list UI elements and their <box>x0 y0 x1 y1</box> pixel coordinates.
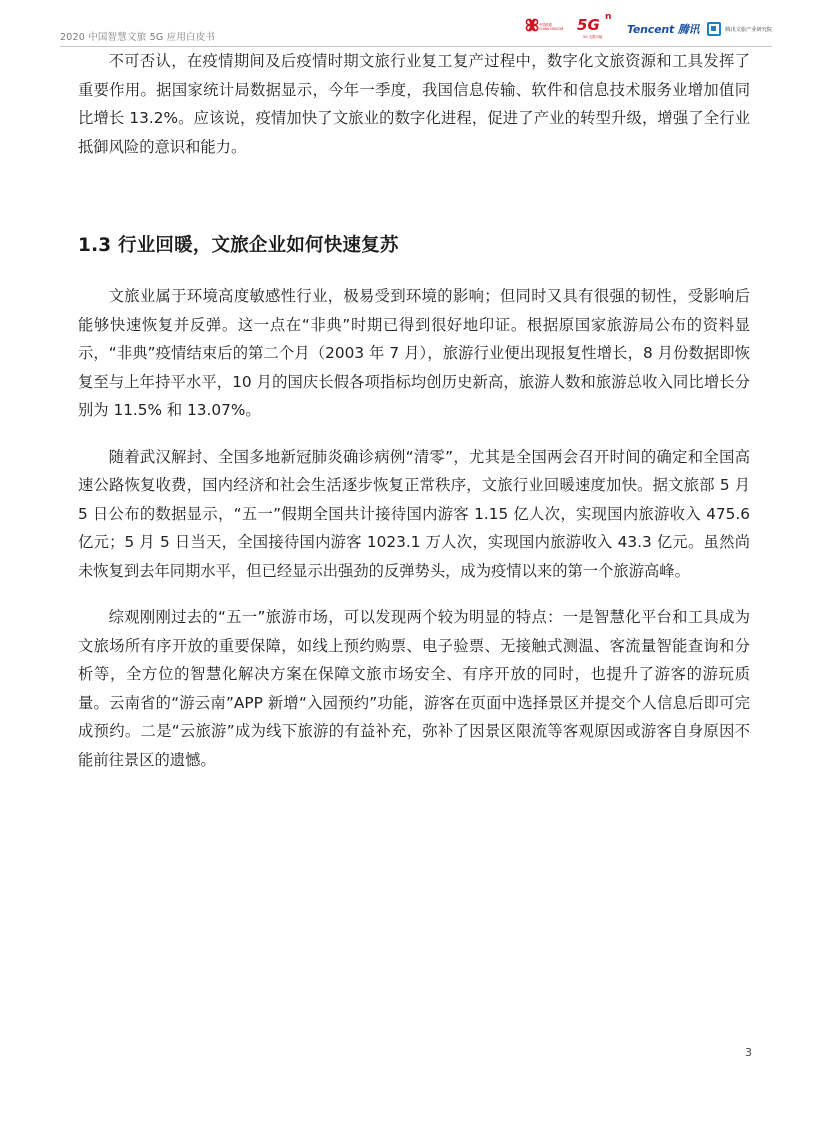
logo-bar <box>525 12 772 40</box>
page-header <box>60 14 772 47</box>
paragraph-industry-resilience: 文旅业属于环境高度敏感性行业，极易受到环境的影响；但同时又具有很强的韧性，受影响后能够快速恢复并反弹。这一点在“非典”时期已得到很好地印证。根据原国家旅游局公布的资料显示，“非典”疫情结束后的第二个月（2003 年 7 月），旅游行业便出现报复性增长，8 月份数据即恢复至与上年持平水平，10 月的国庆长假各项指标均创历史新高，旅游人数和旅游总收入同比增长分别为 11.5% 和 13.07%。 <box>78 287 750 419</box>
tencent-logo: Tencent 腾讯 <box>627 23 700 36</box>
page-body <box>78 47 750 774</box>
paragraph-market-features: 综观刚刚过去的“五一”旅游市场，可以发现两个较为明显的特点：一是智慧化平台和工具成为文旅场所有序开放的重要保障，如线上预约购票、电子验票、无接触式测温、客流量智能查询和分析等，全方位的智慧化解决方案在保障文旅市场安全、有序开放的同时，也提升了游客的游玩质量。云南省的“游云南”APP 新增“入园预约”功能，游客在页面中选择景区并提交个人信息后即可完成预约。二是“云旅游”成为线下旅游的有益补充，弥补了因景区限流等客观原因或游客自身原因不能前往景区的遗憾。 <box>78 608 750 769</box>
paragraph-digitalization: 不可否认，在疫情期间及后疫情时期文旅行业复工复产过程中，数字化文旅资源和工具发挥了重要作用。据国家统计局数据显示，今年一季度，我国信息传输、软件和信息技术服务业增加值同比增长 13.2%。应该说，疫情加快了文旅业的数字化进程，促进了产业的转型升级，增强了全行业抵御风险的意识和能力。 <box>78 52 750 156</box>
document-title: 2020 中国智慧文旅 5G 应用白皮书 <box>60 32 216 43</box>
5g-logo: 5G n 5G 无限可能 <box>577 12 612 39</box>
paragraph-may-day-data: 随着武汉解封、全国多地新冠肺炎确诊病例“清零”，尤其是全国两会召开时间的确定和全国高速公路恢复收费，国内经济和社会生活逐步恢复正常秩序，文旅行业回暖速度加快。据文旅部 5 月 5 日公布的数据显示，“五一”假期全国共计接待国内游客 1.15 亿人次，实现国内旅游收入 475.6 亿元；5 月 5 日当天，全国接待国内游客 1023.1 万人次，实现国内旅游收入 43.3 亿元。虽然尚未恢复到去年同期水平，但已经显示出强劲的反弹势头，成为疫情以来的第一个旅游高峰。 <box>78 447 750 580</box>
institute-mark-icon <box>707 22 721 36</box>
china-unicom-logo <box>525 18 567 40</box>
unicom-knot-icon <box>525 18 539 34</box>
section-heading: 1.3 行业回暖，文旅企业如何快速复苏 <box>78 235 399 256</box>
tencent-culture-tourism-institute-logo: 腾讯文旅产业研究院 <box>707 22 772 36</box>
unicom-logo-text: 中国联通 CHINA UNICOM <box>539 23 564 31</box>
page-number: 3 <box>745 1046 752 1059</box>
